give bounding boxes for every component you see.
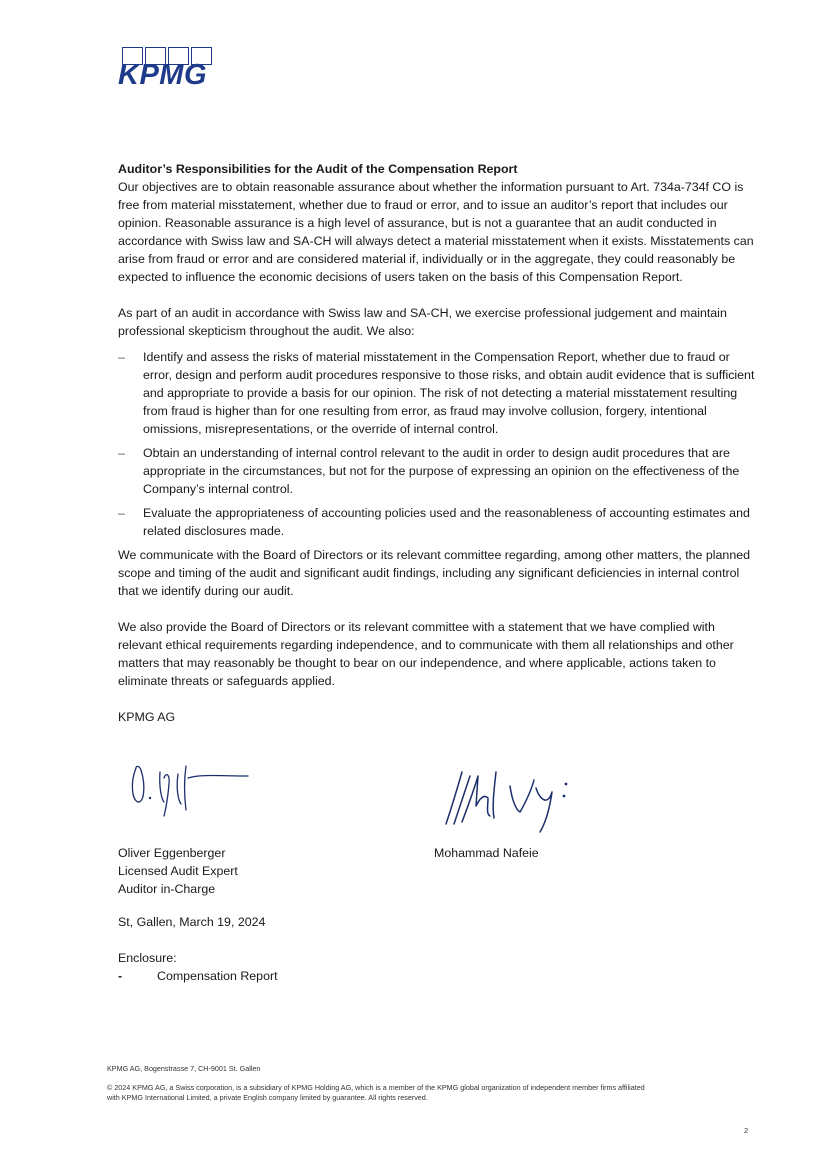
kpmg-logo <box>118 47 218 91</box>
footer-address: KPMG AG, Bogenstrasse 7, CH-9001 St. Gallen <box>107 1064 261 1073</box>
paragraph-communication: We communicate with the Board of Directors or its relevant committee regarding, among other matters, the planned scope and timing of the audit and significant audit findings, including any significant deficiencies in internal control that we identify during our audit. <box>118 548 750 598</box>
paragraph-audit-intro: As part of an audit in accordance with Swiss law and SA-CH, we exercise professional judgement and maintain professional skepticism throughout the audit. We also: <box>118 306 727 338</box>
enclosure-marker: - <box>118 969 123 983</box>
signature-eggenberger <box>126 758 256 820</box>
list-item <box>118 444 758 498</box>
list-item <box>118 348 758 438</box>
enclosure-item-text: Compensation Report <box>157 969 278 983</box>
logo-text: KPMG <box>118 59 207 91</box>
footer-legal-line-1: © 2024 KPMG AG, a Swiss corporation, is a subsidiary of KPMG Holding AG, which is a member of the KPMG global organization of independent member firms affiliated <box>107 1083 645 1092</box>
signer-role: Auditor in-Charge <box>118 882 216 896</box>
signer-nafeie <box>434 844 539 862</box>
signer-name: Mohammad Nafeie <box>434 846 539 860</box>
signer-eggenberger <box>118 844 238 898</box>
enclosure-label: Enclosure: <box>118 951 177 965</box>
bullet-dash: – <box>118 446 125 460</box>
paragraph-independence: We also provide the Board of Directors or its relevant committee with a statement that we have complied with relevant ethical requirements regarding independence, and to communicate with them all relationships and other matters that may reasonably be thought to bear on our independence, and where applicable, actions taken to eliminate threats or safeguards applied. <box>118 620 734 688</box>
audit-procedures-list <box>118 348 758 540</box>
section-heading: Auditor’s Responsibilities for the Audit of the Compensation Report <box>118 162 518 176</box>
paragraph-objectives: Our objectives are to obtain reasonable assurance about whether the information pursuant to Art. 734a-734f CO is free from material misstatement, whether due to fraud or error, and to issue an auditor’s report that includes our opinion. Reasonable assurance is a high level of assurance, but is not a guarantee that an audit conducted in accordance with Swiss law and SA-CH will always detect a material misstatement when it exists. Misstatements can arise from fraud or error and are considered material if, individually or in the aggregate, they could reasonably be expected to influence the economic decisions of users taken on the basis of this Compensation Report. <box>118 180 754 284</box>
place-date: St, Gallen, March 19, 2024 <box>118 915 266 929</box>
list-item-text: Identify and assess the risks of material misstatement in the Compensation Report, whether due to fraud or error, design and perform audit procedures responsive to those risks, and obtain audit evidence that is sufficient and appropriate to provide a basis for our opinion. The risk of not detecting a material misstatement resulting from fraud is higher than for one resulting from error, as fraud may involve collusion, forgery, intentional omissions, misrepresentations, or the override of internal control. <box>143 350 755 436</box>
footer-legal <box>107 1083 645 1102</box>
page-number: 2 <box>744 1126 749 1135</box>
enclosure-item <box>118 967 418 985</box>
bullet-dash: – <box>118 506 125 520</box>
list-item-text: Obtain an understanding of internal control relevant to the audit in order to design audit procedures that are appropriate in the circumstances, but not for the purpose of expressing an opinion on the effectiveness of the Company’s internal control. <box>143 446 740 496</box>
enclosure-block <box>118 949 418 985</box>
bullet-dash: – <box>118 350 125 364</box>
report-body <box>118 160 758 726</box>
signer-name: Oliver Eggenberger <box>118 846 226 860</box>
signature-nafeie <box>440 766 580 836</box>
list-item <box>118 504 758 540</box>
footer-legal-line-2: with KPMG International Limited, a private English company limited by guarantee. All rights reserved. <box>107 1092 428 1102</box>
signer-title: Licensed Audit Expert <box>118 864 238 878</box>
firm-name: KPMG AG <box>118 710 176 724</box>
list-item-text: Evaluate the appropriateness of accounting policies used and the reasonableness of accounting estimates and related disclosures made. <box>143 506 750 538</box>
